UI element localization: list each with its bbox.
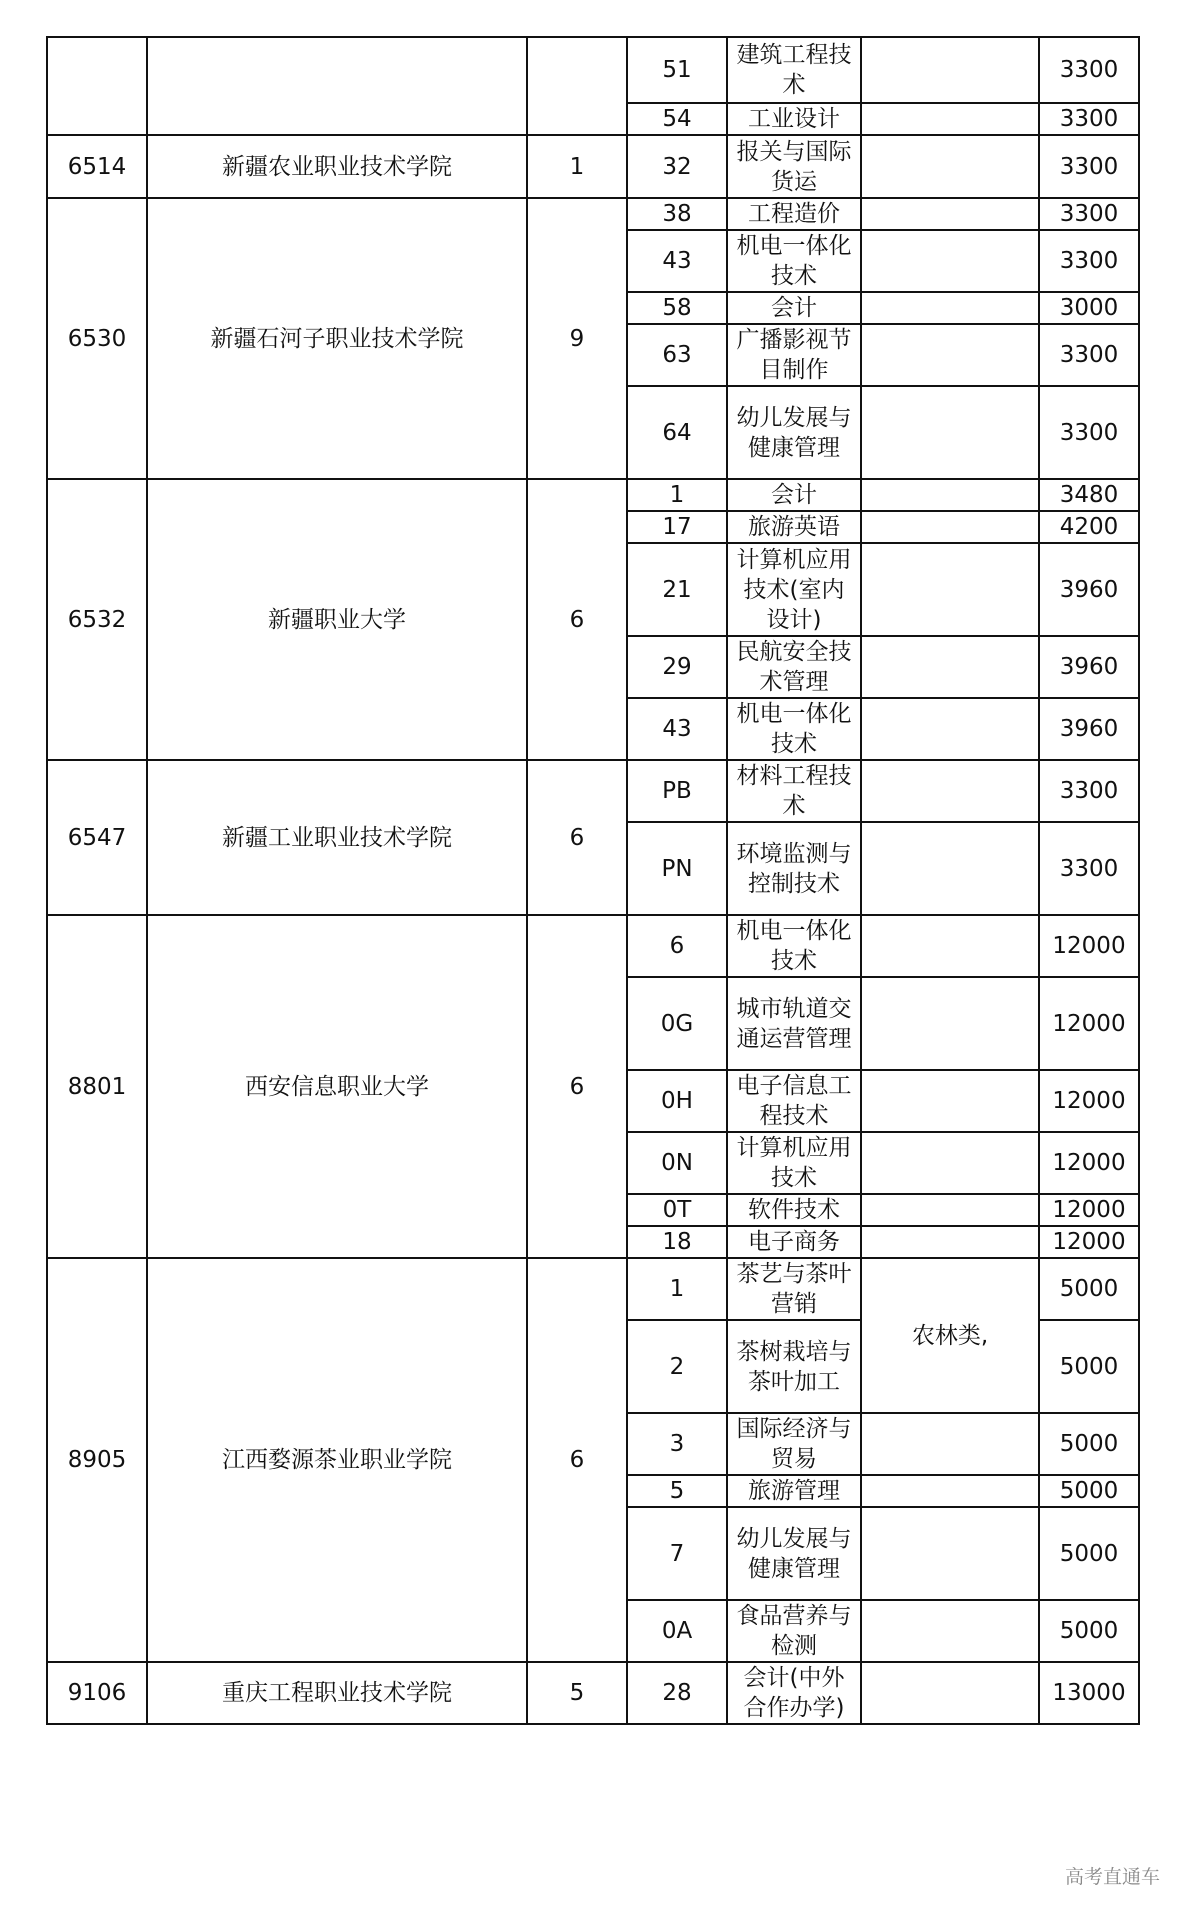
major-name-cell [727, 1600, 861, 1662]
tuition-fee-cell: 3300 [1039, 135, 1139, 198]
major-code-cell: 21 [627, 543, 727, 636]
major-name: 环境监测与控制技术 [736, 840, 852, 897]
major-code-cell: 3 [627, 1413, 727, 1475]
tuition-fee-cell: 3300 [1039, 760, 1139, 822]
plan-count-cell: 9 [527, 198, 627, 479]
plan-count-cell: 6 [527, 479, 627, 760]
school-name-cell: 重庆工程职业技术学院 [147, 1662, 527, 1724]
school-name-cell: 新疆石河子职业技术学院 [147, 198, 527, 479]
major-name: 报关与国际货运 [736, 138, 852, 195]
note-cell [861, 760, 1039, 822]
note-cell [861, 1226, 1039, 1258]
major-code-cell: 0A [627, 1600, 727, 1662]
major-code-cell: 2 [627, 1320, 727, 1413]
note-cell [861, 1507, 1039, 1600]
major-name-cell [727, 636, 861, 698]
major-code-cell: 51 [627, 37, 727, 103]
school-code-cell: 6530 [47, 198, 147, 479]
major-name-cell [727, 230, 861, 292]
major-code-cell: 64 [627, 386, 727, 479]
school-code-cell: 8801 [47, 915, 147, 1258]
school-name-cell: 新疆农业职业技术学院 [147, 135, 527, 198]
note-cell [861, 1662, 1039, 1724]
major-name-cell [727, 1475, 861, 1507]
major-code-cell: 63 [627, 324, 727, 386]
plan-count-cell [527, 37, 627, 135]
school-code-cell: 6514 [47, 135, 147, 198]
major-code-cell: 1 [627, 1258, 727, 1320]
tuition-fee-cell: 12000 [1039, 1226, 1139, 1258]
major-name-cell [727, 1194, 861, 1226]
tuition-fee-cell: 3960 [1039, 636, 1139, 698]
major-code-cell: 38 [627, 198, 727, 230]
major-name-cell [727, 760, 861, 822]
note-cell [861, 977, 1039, 1070]
table-row [47, 1258, 1139, 1320]
note-cell [861, 386, 1039, 479]
major-name: 民航安全技术管理 [736, 639, 852, 695]
note-cell [861, 915, 1039, 977]
plan-count-cell: 6 [527, 915, 627, 1258]
major-name: 会计 [771, 482, 817, 508]
major-code-cell: 54 [627, 103, 727, 135]
major-code-cell: 0H [627, 1070, 727, 1132]
major-code-cell: PN [627, 822, 727, 915]
tuition-fee-cell: 3300 [1039, 386, 1139, 479]
tuition-fee-cell: 13000 [1039, 1662, 1139, 1724]
major-name: 会计 [771, 295, 817, 321]
tuition-fee-cell: 3960 [1039, 698, 1139, 760]
note-cell [861, 543, 1039, 636]
watermark: 高考直通车 [1064, 1866, 1160, 1888]
major-name: 茶树栽培与茶叶加工 [736, 1338, 852, 1395]
major-code-cell: 0G [627, 977, 727, 1070]
table-row [47, 1662, 1139, 1724]
tuition-fee-cell: 5000 [1039, 1600, 1139, 1662]
major-name-cell [727, 1070, 861, 1132]
tuition-fee-cell: 5000 [1039, 1475, 1139, 1507]
note-cell [861, 698, 1039, 760]
major-name: 会计(中外合作办学) [743, 1665, 845, 1721]
school-name-cell [147, 37, 527, 135]
major-name-cell [727, 37, 861, 103]
school-name-cell: 新疆职业大学 [147, 479, 527, 760]
major-code-cell: 29 [627, 636, 727, 698]
tuition-fee-cell: 3300 [1039, 198, 1139, 230]
note-cell [861, 1475, 1039, 1507]
tuition-fee-cell: 12000 [1039, 915, 1139, 977]
school-name-cell: 江西婺源茶业职业学院 [147, 1258, 527, 1662]
major-name: 电子信息工程技术 [736, 1073, 852, 1129]
major-name-cell [727, 698, 861, 760]
table-row [47, 198, 1139, 230]
major-name-cell [727, 1258, 861, 1320]
tuition-fee-cell: 4200 [1039, 511, 1139, 543]
major-name: 城市轨道交通运营管理 [736, 995, 852, 1052]
major-code-cell: 0N [627, 1132, 727, 1194]
major-name: 国际经济与贸易 [736, 1416, 852, 1472]
note-cell [861, 135, 1039, 198]
major-name: 茶艺与茶叶营销 [736, 1261, 852, 1317]
major-name: 幼儿发展与健康管理 [736, 404, 852, 461]
major-name: 机电一体化技术 [736, 233, 852, 289]
tuition-fee-cell: 3300 [1039, 230, 1139, 292]
note-cell [861, 1194, 1039, 1226]
major-code-cell: PB [627, 760, 727, 822]
plan-count-cell: 6 [527, 1258, 627, 1662]
major-name-cell [727, 292, 861, 324]
major-name-cell [727, 198, 861, 230]
major-code-cell: 6 [627, 915, 727, 977]
table-row [47, 37, 1139, 103]
major-name-cell [727, 386, 861, 479]
tuition-fee-cell: 5000 [1039, 1413, 1139, 1475]
major-name: 工程造价 [748, 201, 840, 227]
note-cell [861, 1413, 1039, 1475]
note-cell [861, 198, 1039, 230]
note-cell [861, 511, 1039, 543]
major-name: 材料工程技术 [736, 763, 852, 819]
major-name-cell [727, 103, 861, 135]
tuition-fee-cell: 3960 [1039, 543, 1139, 636]
note-cell: 农林类, [861, 1258, 1039, 1413]
major-name-cell [727, 135, 861, 198]
major-name: 计算机应用技术(室内设计) [736, 546, 852, 633]
tuition-fee-cell: 5000 [1039, 1507, 1139, 1600]
tuition-fee-cell: 3300 [1039, 37, 1139, 103]
major-name-cell [727, 479, 861, 511]
school-code-cell: 6532 [47, 479, 147, 760]
note-cell [861, 292, 1039, 324]
tuition-fee-cell: 5000 [1039, 1258, 1139, 1320]
note-cell [861, 1132, 1039, 1194]
tuition-fee-cell: 12000 [1039, 1194, 1139, 1226]
tuition-fee-cell: 12000 [1039, 1070, 1139, 1132]
major-code-cell: 17 [627, 511, 727, 543]
major-name: 机电一体化技术 [736, 701, 852, 757]
major-code-cell: 58 [627, 292, 727, 324]
tuition-fee-cell: 12000 [1039, 1132, 1139, 1194]
note-cell [861, 230, 1039, 292]
note-cell [861, 822, 1039, 915]
major-name-cell [727, 915, 861, 977]
major-name: 食品营养与检测 [736, 1603, 852, 1659]
major-code-cell: 32 [627, 135, 727, 198]
table-row [47, 135, 1139, 198]
major-name-cell [727, 822, 861, 915]
major-name: 广播影视节目制作 [736, 327, 852, 383]
tuition-fee-cell: 3300 [1039, 822, 1139, 915]
plan-count-cell: 6 [527, 760, 627, 915]
major-code-cell: 43 [627, 230, 727, 292]
major-name-cell [727, 1662, 861, 1724]
table-row [47, 479, 1139, 511]
major-name-cell [727, 511, 861, 543]
major-code-cell: 5 [627, 1475, 727, 1507]
major-name: 计算机应用技术 [736, 1135, 852, 1191]
tuition-fee-cell: 3300 [1039, 103, 1139, 135]
tuition-fee-cell: 12000 [1039, 977, 1139, 1070]
major-name-cell [727, 324, 861, 386]
major-name-cell [727, 1132, 861, 1194]
major-name: 旅游管理 [748, 1478, 840, 1504]
major-code-cell: 43 [627, 698, 727, 760]
table-body [47, 37, 1139, 1724]
major-name-cell [727, 1320, 861, 1413]
major-code-cell: 28 [627, 1662, 727, 1724]
note-cell [861, 324, 1039, 386]
major-name-cell [727, 1507, 861, 1600]
school-code-cell: 6547 [47, 760, 147, 915]
major-name: 机电一体化技术 [736, 918, 852, 974]
major-name-cell [727, 543, 861, 636]
major-code-cell: 1 [627, 479, 727, 511]
admission-table-container [46, 36, 1140, 1725]
major-code-cell: 0T [627, 1194, 727, 1226]
school-name-cell: 新疆工业职业技术学院 [147, 760, 527, 915]
school-code-cell: 9106 [47, 1662, 147, 1724]
major-name: 旅游英语 [748, 514, 840, 540]
tuition-fee-cell: 3480 [1039, 479, 1139, 511]
major-code-cell: 7 [627, 1507, 727, 1600]
major-name: 建筑工程技术 [736, 42, 852, 98]
plan-count-cell: 5 [527, 1662, 627, 1724]
admission-table [46, 36, 1140, 1725]
table-row [47, 915, 1139, 977]
note-cell [861, 636, 1039, 698]
major-name: 电子商务 [748, 1229, 840, 1255]
tuition-fee-cell: 5000 [1039, 1320, 1139, 1413]
school-code-cell: 8905 [47, 1258, 147, 1662]
school-code-cell [47, 37, 147, 135]
note-cell [861, 37, 1039, 103]
note-cell [861, 1600, 1039, 1662]
table-row [47, 760, 1139, 822]
major-name-cell [727, 1413, 861, 1475]
major-name: 幼儿发展与健康管理 [736, 1525, 852, 1582]
major-name-cell [727, 1226, 861, 1258]
note-cell [861, 103, 1039, 135]
major-code-cell: 18 [627, 1226, 727, 1258]
tuition-fee-cell: 3000 [1039, 292, 1139, 324]
tuition-fee-cell: 3300 [1039, 324, 1139, 386]
major-name: 工业设计 [748, 106, 840, 132]
major-name: 软件技术 [748, 1197, 840, 1223]
note-cell [861, 479, 1039, 511]
note-cell [861, 1070, 1039, 1132]
school-name-cell: 西安信息职业大学 [147, 915, 527, 1258]
plan-count-cell: 1 [527, 135, 627, 198]
major-name-cell [727, 977, 861, 1070]
